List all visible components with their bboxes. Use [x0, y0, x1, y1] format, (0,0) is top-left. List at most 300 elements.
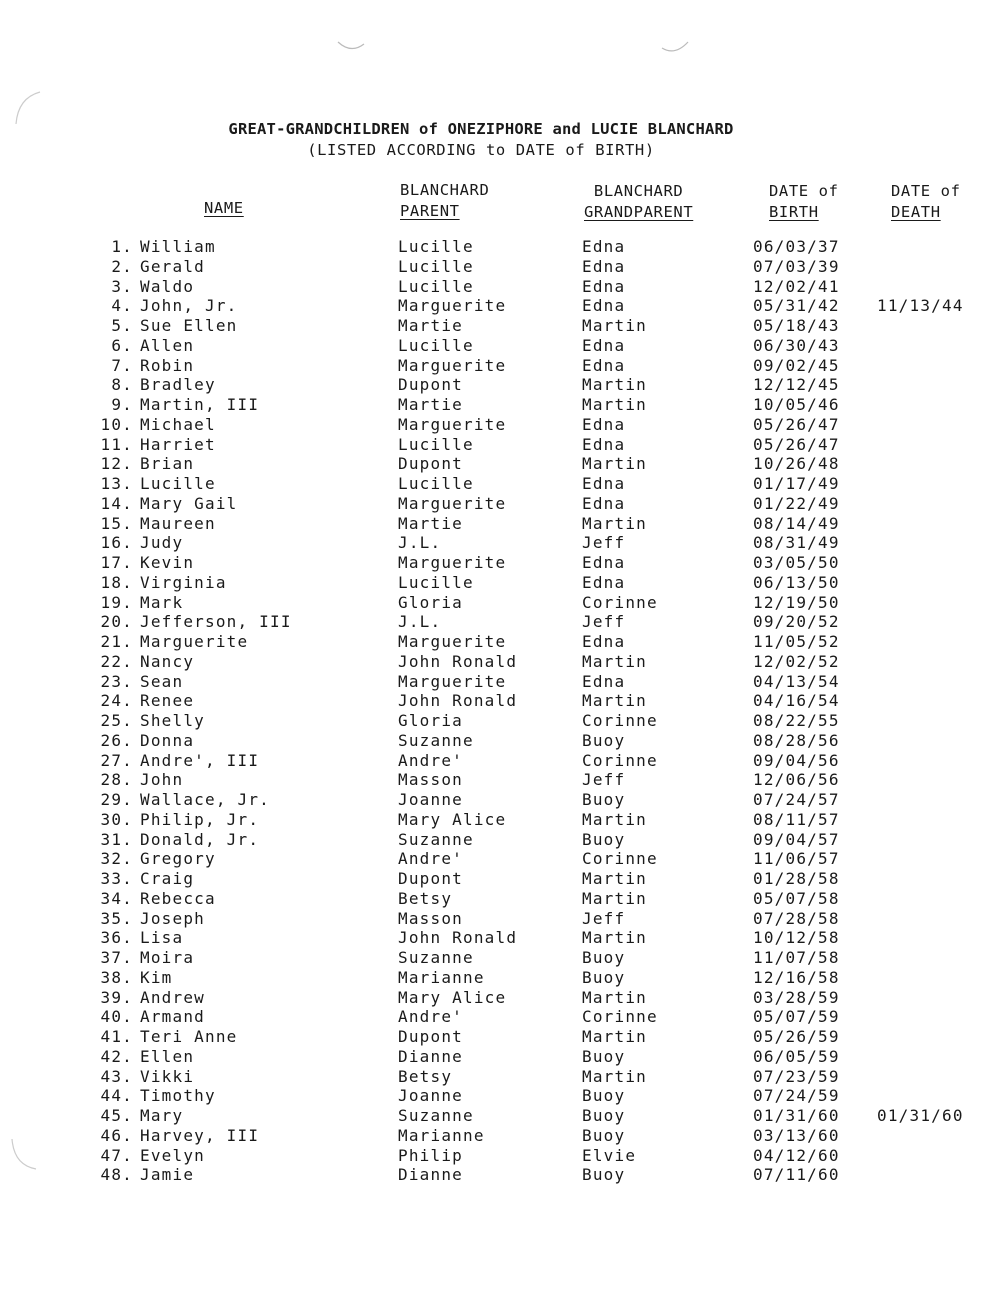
header-grandparent-line2: GRANDPARENT [584, 203, 694, 221]
row-parent: John Ronald [398, 691, 518, 711]
row-grandparent: Edna [582, 493, 626, 513]
row-name: Martin, III [140, 395, 260, 414]
list-item [0, 395, 992, 415]
row-parent: Andre' [398, 1007, 463, 1027]
row-number: 10. [100, 414, 133, 434]
row-parent: Suzanne [398, 1106, 474, 1125]
row-grandparent: Edna [582, 553, 626, 572]
header-parent-line2: PARENT [400, 202, 460, 220]
row-number: 29. [100, 790, 133, 809]
row-grandparent: Edna [582, 414, 626, 434]
row-name: Kim [140, 967, 173, 987]
row-parent: Suzanne [398, 829, 474, 849]
list-item [0, 514, 992, 534]
list-item [0, 632, 992, 652]
row-name: Donald, Jr. [140, 829, 260, 849]
row-grandparent: Edna [582, 474, 626, 493]
row-grandparent: Edna [582, 671, 626, 691]
row-name: John, Jr. [140, 296, 238, 316]
genealogy-list [0, 237, 992, 1185]
row-grandparent: Edna [582, 434, 626, 454]
row-birth-date: 12/06/56 [753, 770, 840, 790]
row-name: Renee [140, 691, 195, 711]
list-item [0, 533, 992, 553]
list-item [0, 652, 992, 672]
row-name: Jefferson, III [140, 612, 292, 632]
row-birth-date: 07/24/57 [753, 790, 840, 809]
row-parent: Martie [398, 513, 463, 533]
row-name: Joseph [140, 908, 205, 928]
row-number: 41. [100, 1027, 133, 1046]
row-grandparent: Martin [582, 454, 647, 474]
row-number: 44. [100, 1086, 133, 1106]
list-item [0, 454, 992, 474]
row-number: 15. [100, 513, 133, 533]
row-grandparent: Martin [582, 691, 647, 711]
list-item [0, 435, 992, 455]
row-parent: Dupont [398, 454, 463, 474]
row-number: 21. [100, 632, 133, 651]
row-parent: Lucille [398, 474, 474, 493]
row-parent: Masson [398, 770, 463, 790]
list-item [0, 257, 992, 277]
row-grandparent: Corinne [582, 711, 658, 730]
row-grandparent: Edna [582, 572, 626, 592]
row-number: 30. [100, 809, 133, 829]
row-birth-date: 08/22/55 [753, 711, 840, 730]
row-birth-date: 06/03/37 [753, 237, 840, 256]
row-name: Donna [140, 730, 195, 750]
row-number: 32. [100, 849, 133, 869]
row-parent: Marguerite [398, 671, 507, 691]
row-number: 33. [100, 869, 133, 888]
header-birth-line1: DATE of [769, 182, 839, 200]
row-parent: Joanne [398, 1086, 463, 1106]
row-birth-date: 05/07/59 [753, 1007, 840, 1027]
row-name: Harriet [140, 434, 216, 454]
row-number: 24. [100, 691, 133, 711]
row-parent: Suzanne [398, 730, 474, 750]
row-parent: Lucille [398, 256, 474, 276]
row-parent: Mary Alice [398, 987, 507, 1007]
row-parent: Joanne [398, 790, 463, 809]
row-grandparent: Corinne [582, 849, 658, 869]
row-number: 3. [111, 276, 133, 296]
list-item [0, 790, 992, 810]
row-grandparent: Buoy [582, 790, 626, 809]
row-parent: Philip [398, 1145, 463, 1165]
row-parent: Gloria [398, 711, 463, 730]
row-name: Shelly [140, 711, 205, 730]
row-grandparent: Edna [582, 632, 626, 651]
row-number: 26. [100, 730, 133, 750]
row-name: Judy [140, 533, 184, 553]
list-item [0, 612, 992, 632]
row-grandparent: Buoy [582, 948, 626, 967]
row-birth-date: 09/02/45 [753, 355, 840, 375]
row-birth-date: 05/31/42 [753, 296, 840, 316]
row-number: 16. [100, 533, 133, 553]
row-number: 22. [100, 651, 133, 671]
row-parent: Andre' [398, 849, 463, 869]
row-birth-date: 11/05/52 [753, 632, 840, 651]
list-item [0, 869, 992, 889]
row-parent: Marguerite [398, 493, 507, 513]
row-parent: Betsy [398, 888, 453, 908]
list-item [0, 711, 992, 731]
document-title: GREAT-GRANDCHILDREN of ONEZIPHORE and LUCIE BLANCHARD [228, 120, 734, 138]
row-birth-date: 08/31/49 [753, 533, 840, 553]
row-grandparent: Corinne [582, 592, 658, 612]
list-item [0, 988, 992, 1008]
list-item [0, 1047, 992, 1067]
row-birth-date: 10/12/58 [753, 928, 840, 948]
row-grandparent: Buoy [582, 1046, 626, 1066]
row-name: Timothy [140, 1086, 216, 1106]
row-name: Teri Anne [140, 1027, 238, 1046]
row-number: 13. [100, 474, 133, 493]
row-parent: Dupont [398, 869, 463, 888]
list-item [0, 691, 992, 711]
row-name: Andre', III [140, 750, 260, 770]
row-number: 20. [100, 612, 133, 632]
row-grandparent: Martin [582, 928, 647, 948]
row-number: 36. [100, 928, 133, 948]
row-number: 23. [100, 671, 133, 691]
row-name: Wallace, Jr. [140, 790, 270, 809]
row-parent: Lucille [398, 335, 474, 355]
row-number: 18. [100, 572, 133, 592]
list-item [0, 830, 992, 850]
row-name: Waldo [140, 276, 195, 296]
row-parent: Martie [398, 395, 463, 414]
header-death-line2: DEATH [891, 203, 941, 221]
row-name: Sue Ellen [140, 316, 238, 335]
row-grandparent: Martin [582, 316, 647, 335]
row-number: 6. [111, 335, 133, 355]
row-birth-date: 05/18/43 [753, 316, 840, 335]
row-grandparent: Martin [582, 513, 647, 533]
row-name: Lisa [140, 928, 184, 948]
header-name: NAME [204, 199, 244, 217]
list-item [0, 928, 992, 948]
row-number: 43. [100, 1066, 133, 1086]
row-number: 34. [100, 888, 133, 908]
row-number: 39. [100, 987, 133, 1007]
row-name: Bradley [140, 375, 216, 395]
row-name: Kevin [140, 553, 195, 572]
row-birth-date: 09/04/56 [753, 750, 840, 770]
row-birth-date: 09/04/57 [753, 829, 840, 849]
row-name: Gerald [140, 256, 205, 276]
header-birth [769, 181, 839, 223]
row-parent: Dianne [398, 1046, 463, 1066]
row-parent: Marguerite [398, 355, 507, 375]
row-grandparent: Edna [582, 276, 626, 296]
row-grandparent: Edna [582, 237, 626, 256]
row-parent: Marianne [398, 967, 485, 987]
row-name: Armand [140, 1007, 205, 1027]
row-grandparent: Martin [582, 1027, 647, 1046]
list-item [0, 968, 992, 988]
row-name: William [140, 237, 216, 256]
header-death [891, 181, 961, 223]
row-parent: Lucille [398, 276, 474, 296]
row-grandparent: Corinne [582, 1007, 658, 1027]
row-birth-date: 09/20/52 [753, 612, 840, 632]
row-parent: John Ronald [398, 651, 518, 671]
header-birth-line2: BIRTH [769, 203, 819, 221]
row-grandparent: Buoy [582, 829, 626, 849]
header-parent [400, 180, 489, 222]
list-item [0, 237, 992, 257]
row-number: 40. [100, 1007, 133, 1027]
row-grandparent: Martin [582, 987, 647, 1007]
row-name: Gregory [140, 849, 216, 869]
list-item [0, 770, 992, 790]
row-grandparent: Buoy [582, 967, 626, 987]
row-birth-date: 05/26/59 [753, 1027, 840, 1046]
row-death-date: 01/31/60 [877, 1106, 964, 1125]
row-name: Lucille [140, 474, 216, 493]
row-number: 45. [100, 1106, 133, 1125]
row-name: Allen [140, 335, 195, 355]
row-birth-date: 07/23/59 [753, 1066, 840, 1086]
list-item [0, 573, 992, 593]
list-item [0, 474, 992, 494]
row-name: Harvey, III [140, 1125, 260, 1145]
row-name: Marguerite [140, 632, 249, 651]
row-number: 11. [100, 434, 133, 454]
row-birth-date: 06/30/43 [753, 335, 840, 355]
row-number: 8. [111, 375, 133, 395]
list-item [0, 553, 992, 573]
list-item [0, 889, 992, 909]
list-item [0, 336, 992, 356]
list-item [0, 849, 992, 869]
row-name: John [140, 770, 184, 790]
row-number: 46. [100, 1125, 133, 1145]
row-grandparent: Elvie [582, 1145, 637, 1165]
row-parent: Masson [398, 908, 463, 928]
row-grandparent: Martin [582, 888, 647, 908]
row-birth-date: 11/07/58 [753, 948, 840, 967]
list-item [0, 1146, 992, 1166]
row-parent: Marianne [398, 1125, 485, 1145]
row-birth-date: 10/26/48 [753, 454, 840, 474]
row-parent: Lucille [398, 237, 474, 256]
document-subtitle: (LISTED ACCORDING to DATE of BIRTH) [307, 141, 655, 159]
row-death-date: 11/13/44 [877, 296, 964, 316]
list-item [0, 494, 992, 514]
header-death-line1: DATE of [891, 182, 961, 200]
row-birth-date: 07/11/60 [753, 1165, 840, 1185]
list-item [0, 909, 992, 929]
list-item [0, 1007, 992, 1027]
row-number: 9. [111, 395, 133, 414]
row-parent: Dianne [398, 1165, 463, 1185]
row-parent: Dupont [398, 1027, 463, 1046]
row-name: Ellen [140, 1046, 195, 1066]
list-item [0, 731, 992, 751]
row-grandparent: Corinne [582, 750, 658, 770]
row-parent: Martie [398, 316, 463, 335]
row-name: Mark [140, 592, 184, 612]
row-number: 35. [100, 908, 133, 928]
list-item [0, 1126, 992, 1146]
row-birth-date: 08/14/49 [753, 513, 840, 533]
row-grandparent: Jeff [582, 612, 626, 632]
list-item [0, 1165, 992, 1185]
row-grandparent: Martin [582, 809, 647, 829]
list-item [0, 1106, 992, 1126]
row-parent: Marguerite [398, 632, 507, 651]
row-name: Brian [140, 454, 195, 474]
row-name: Jamie [140, 1165, 195, 1185]
row-name: Michael [140, 414, 216, 434]
row-name: Evelyn [140, 1145, 205, 1165]
row-parent: Suzanne [398, 948, 474, 967]
row-number: 37. [100, 948, 133, 967]
row-number: 1. [111, 237, 133, 256]
row-name: Robin [140, 355, 195, 375]
row-grandparent: Buoy [582, 730, 626, 750]
row-name: Vikki [140, 1066, 195, 1086]
row-grandparent: Jeff [582, 908, 626, 928]
row-birth-date: 12/02/41 [753, 276, 840, 296]
row-number: 5. [111, 316, 133, 335]
row-parent: Mary Alice [398, 809, 507, 829]
row-birth-date: 12/12/45 [753, 375, 840, 395]
row-number: 47. [100, 1145, 133, 1165]
row-number: 27. [100, 750, 133, 770]
row-number: 2. [111, 256, 133, 276]
row-parent: Betsy [398, 1066, 453, 1086]
row-name: Andrew [140, 987, 205, 1007]
row-parent: Marguerite [398, 553, 507, 572]
row-grandparent: Edna [582, 335, 626, 355]
row-parent: Lucille [398, 572, 474, 592]
list-item [0, 672, 992, 692]
row-birth-date: 01/22/49 [753, 493, 840, 513]
list-item [0, 1086, 992, 1106]
row-parent: Marguerite [398, 414, 507, 434]
row-number: 19. [100, 592, 133, 612]
row-name: Nancy [140, 651, 195, 671]
row-parent: John Ronald [398, 928, 518, 948]
row-grandparent: Martin [582, 375, 647, 395]
row-number: 14. [100, 493, 133, 513]
row-name: Mary [140, 1106, 184, 1125]
header-grandparent [584, 181, 693, 223]
row-parent: Lucille [398, 434, 474, 454]
row-grandparent: Buoy [582, 1165, 626, 1185]
row-parent: Gloria [398, 592, 463, 612]
list-item [0, 948, 992, 968]
row-grandparent: Martin [582, 869, 647, 888]
row-number: 4. [111, 296, 133, 316]
row-name: Virginia [140, 572, 227, 592]
header-grandparent-line1: BLANCHARD [593, 182, 684, 200]
list-item [0, 316, 992, 336]
row-birth-date: 07/28/58 [753, 908, 840, 928]
row-name: Craig [140, 869, 195, 888]
row-number: 31. [100, 829, 133, 849]
row-birth-date: 07/24/59 [753, 1086, 840, 1106]
row-number: 7. [111, 355, 133, 375]
row-grandparent: Edna [582, 256, 626, 276]
row-birth-date: 04/13/54 [753, 671, 840, 691]
list-item [0, 356, 992, 376]
header-parent-line1: BLANCHARD [400, 181, 490, 199]
row-number: 42. [100, 1046, 133, 1066]
row-birth-date: 07/03/39 [753, 256, 840, 276]
row-birth-date: 03/13/60 [753, 1125, 840, 1145]
row-grandparent: Buoy [582, 1125, 626, 1145]
row-birth-date: 12/16/58 [753, 967, 840, 987]
row-number: 48. [100, 1165, 133, 1185]
row-birth-date: 08/28/56 [753, 730, 840, 750]
scan-mark-top-left [336, 38, 366, 54]
row-parent: Andre' [398, 750, 463, 770]
list-item [0, 810, 992, 830]
row-grandparent: Martin [582, 651, 647, 671]
row-birth-date: 11/06/57 [753, 849, 840, 869]
list-item [0, 375, 992, 395]
row-birth-date: 01/28/58 [753, 869, 840, 888]
row-number: 17. [100, 553, 133, 572]
row-birth-date: 06/05/59 [753, 1046, 840, 1066]
row-name: Philip, Jr. [140, 809, 260, 829]
row-number: 28. [100, 770, 133, 790]
row-birth-date: 04/12/60 [753, 1145, 840, 1165]
row-number: 38. [100, 967, 133, 987]
row-parent: J.L. [398, 533, 442, 553]
row-grandparent: Martin [582, 1066, 647, 1086]
row-birth-date: 03/28/59 [753, 987, 840, 1007]
row-name: Sean [140, 671, 184, 691]
row-grandparent: Edna [582, 355, 626, 375]
row-birth-date: 12/02/52 [753, 651, 840, 671]
list-item [0, 296, 992, 316]
row-name: Maureen [140, 513, 216, 533]
list-item [0, 415, 992, 435]
row-birth-date: 05/26/47 [753, 414, 840, 434]
row-birth-date: 05/07/58 [753, 888, 840, 908]
list-item [0, 751, 992, 771]
row-name: Moira [140, 948, 195, 967]
row-birth-date: 05/26/47 [753, 434, 840, 454]
row-name: Mary Gail [140, 493, 238, 513]
row-birth-date: 10/05/46 [753, 395, 840, 414]
row-parent: Dupont [398, 375, 463, 395]
row-birth-date: 08/11/57 [753, 809, 840, 829]
row-birth-date: 01/31/60 [753, 1106, 840, 1125]
row-birth-date: 01/17/49 [753, 474, 840, 493]
row-grandparent: Martin [582, 395, 647, 414]
list-item [0, 593, 992, 613]
row-name: Rebecca [140, 888, 216, 908]
list-item [0, 1067, 992, 1087]
row-parent: Marguerite [398, 296, 507, 316]
row-birth-date: 04/16/54 [753, 691, 840, 711]
list-item [0, 1027, 992, 1047]
scan-mark-top-right [660, 40, 690, 56]
row-birth-date: 06/13/50 [753, 572, 840, 592]
row-birth-date: 03/05/50 [753, 553, 840, 572]
row-grandparent: Buoy [582, 1106, 626, 1125]
row-number: 25. [100, 711, 133, 730]
